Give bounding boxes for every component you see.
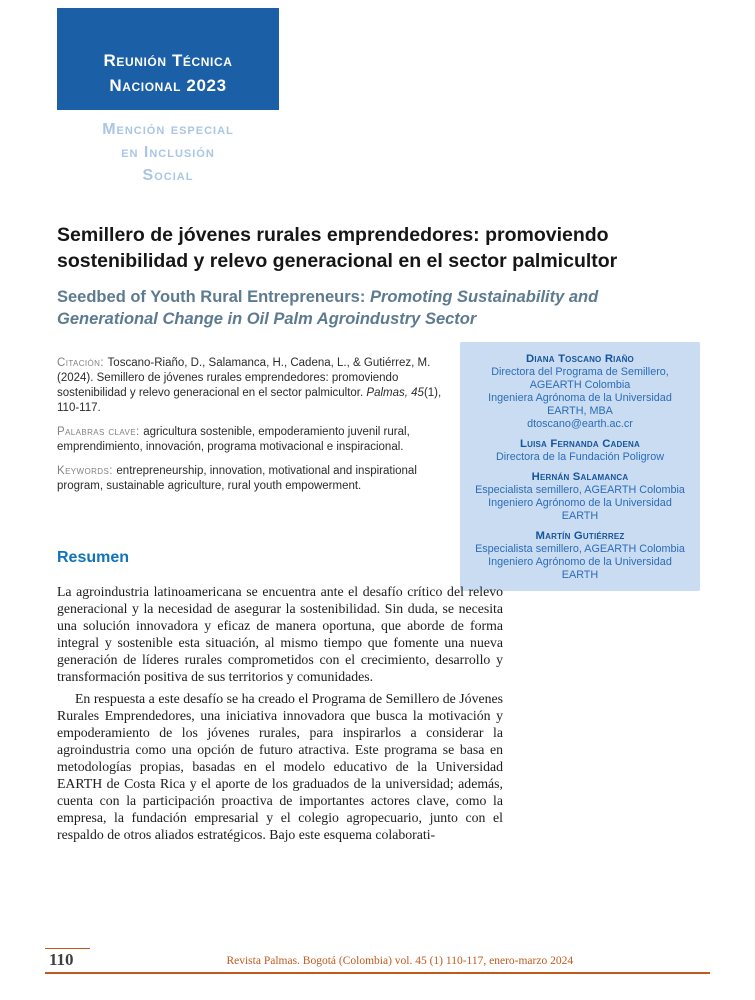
citation-journal: Palmas, 45 [366, 387, 424, 399]
section-heading-resumen: Resumen [57, 549, 130, 566]
event-banner-line1: Reunión Técnica [103, 51, 233, 70]
article-title-en [57, 286, 609, 330]
abstract-body [57, 583, 503, 843]
citation-text: Toscano-Riaño, D., Salamanca, H., Cadena, L., & Gutiérrez, M. (2024). Semillero de jóvenes rurales emprendedores: promoviendo sostenibilidad y relevo generacional en el sector palmicultor. [57, 357, 431, 399]
author-name: Luisa Fernanda Cadena [520, 438, 640, 450]
author-role: Especialista semillero, AGEARTH Colombia [475, 484, 685, 496]
author-role: Directora del Programa de Semillero, AGEARTH Colombia [491, 366, 669, 391]
author-name: Martín Gutiérrez [535, 530, 625, 542]
special-mention-line1: Mención especial [102, 121, 234, 138]
palabras-clave [57, 425, 455, 455]
author-entry [470, 471, 690, 523]
special-mention [57, 118, 279, 187]
author-role: Directora de la Fundación Poligrow [495, 451, 665, 463]
author-name: Diana Toscano Riaño [526, 353, 634, 365]
author-entry [470, 438, 690, 464]
author-role: Especialista semillero, AGEARTH Colombia [475, 543, 685, 555]
keywords [57, 464, 455, 494]
article-title-en-italic: Promoting Sustainability and Generational Change in Oil Palm Agroindustry Sector [57, 288, 599, 328]
article-title-es: Semillero de jóvenes rurales emprendedores: promoviendo sostenibilidad y relevo generacional en el sector palmicultor [57, 224, 618, 272]
journal-citation: Revista Palmas. Bogotá (Colombia) vol. 45 (1) 110-117, enero-marzo 2024 [226, 955, 574, 967]
abstract-paragraph-2: En respuesta a este desafío se ha creado el Programa de Semillero de Jóvenes Rurales Emprendedores, una iniciativa innovadora que busca la motivación y empoderamiento de los jóvenes rurales, para inspirarlos a considerar la agroindustria como una opción de futuro atractiva. Este programa se basa en metodologías propias, basadas en el modelo educativo de la Universidad EARTH de Costa Rica y el aporte de los graduados de la universidad; además, cuenta con la participación proactiva de importantes actores clave, como la empresa, la fundación empresarial y el colegio agropecuario, junto con el respaldo de otros aliados estratégicos. Bajo este esquema colaborati- [57, 691, 503, 842]
palabras-clave-text: agricultura sostenible, empoderamiento juvenil rural, emprendimiento, innovación, programa motivacional e inspiracional. [57, 426, 410, 453]
keywords-label: Keywords: [57, 465, 117, 477]
page-footer [45, 948, 710, 974]
authors-box [460, 342, 700, 591]
abstract-paragraph-1: La agroindustria latinoamericana se encuentra ante el desafío crítico del relevo generacional y la necesidad de asegurar la sostenibilidad. Sin duda, se necesita una solución innovadora y eficaz de manera oportuna, que aborde de forma integral y sostenible esta situación, al mismo tiempo que fomente una nueva generación de líderes rurales comprometidos con el crecimiento, desarrollo y transformación positiva de sus territorios y comunidades. [57, 584, 503, 684]
page-number: 110 [45, 948, 90, 972]
author-entry [470, 353, 690, 431]
author-role: Ingeniero Agrónomo de la Universidad EARTH [488, 556, 672, 581]
event-banner [57, 8, 279, 110]
citation-issue: (1), 110-117. [57, 387, 442, 414]
author-entry [470, 530, 690, 582]
palabras-clave-label: Palabras clave: [57, 426, 144, 438]
article-metadata [57, 356, 455, 503]
author-role: Ingeniera Agrónoma de la Universidad EARTH, MBA [488, 392, 672, 417]
event-banner-line2: Nacional 2023 [109, 76, 227, 95]
author-name: Hernán Salamanca [531, 471, 629, 483]
special-mention-line3: Social [142, 167, 194, 184]
citation-label: Citación: [57, 357, 108, 369]
special-mention-line2: en Inclusión [121, 144, 215, 161]
article-title-en-plain: Seedbed of Youth Rural Entrepreneurs: [57, 288, 370, 306]
keywords-text: entrepreneurship, innovation, motivational and inspirational program, sustainable agriculture, rural youth empowerment. [57, 465, 417, 492]
author-email[interactable]: dtoscano@earth.ac.cr [527, 418, 633, 430]
citation [57, 356, 455, 416]
author-role: Ingeniero Agrónomo de la Universidad EARTH [488, 497, 672, 522]
